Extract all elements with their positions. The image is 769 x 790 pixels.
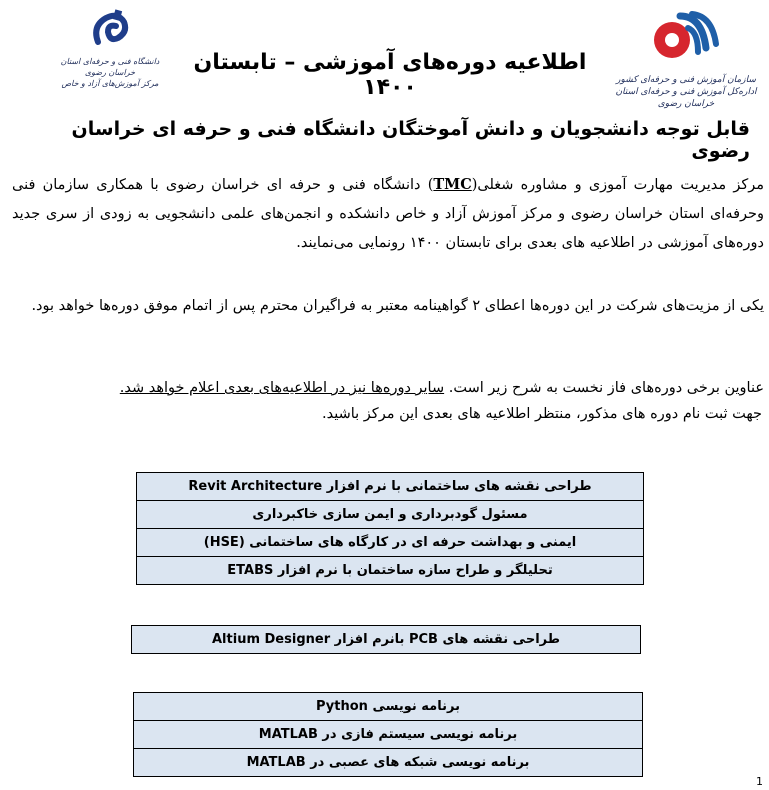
table-row xyxy=(137,557,644,585)
table-row xyxy=(134,749,643,777)
course-cell: برنامه نویسی شبکه های عصبی در MATLAB xyxy=(134,749,643,777)
course-cell: ایمنی و بهداشت حرفه ای در کارگاه های ساختمانی (HSE) xyxy=(137,529,644,557)
tvto-caption-2: اداره‌کل آموزش فنی و حرفه‌ای استان خراسان رضوی xyxy=(615,87,757,109)
tmc-acronym: TMC xyxy=(433,176,472,193)
course-cell: برنامه نویسی Python xyxy=(134,693,643,721)
intro-paragraph xyxy=(12,170,764,258)
course-cell: طراحی نقشه های ساختمانی با نرم افزار Revit Architecture xyxy=(137,473,644,501)
page-number: 1 xyxy=(756,775,763,788)
table-row xyxy=(137,501,644,529)
course-table-programming xyxy=(133,692,643,777)
university-caption-2: مرکز آموزش‌های آزاد و خاص xyxy=(61,79,159,88)
course-cell: مسئول گودبرداری و ایمن سازی خاکبرداری xyxy=(137,501,644,529)
course-list-intro xyxy=(12,374,764,403)
table-row xyxy=(137,529,644,557)
page-subtitle: قابل توجه دانشجویان و دانش آموختگان دانشگاه فنی و حرفه ای خراسان رضوی xyxy=(71,118,750,162)
registration-note: جهت ثبت نام دوره های مذکور، منتظر اطلاعیه های بعدی این مرکز باشید. xyxy=(321,406,762,422)
course-table-electronics xyxy=(131,625,641,654)
intro-text-start: مرکز مدیریت مهارت آموزی و مشاوره شغلی( xyxy=(471,177,764,193)
course-cell: برنامه نویسی سیستم فازی در MATLAB xyxy=(134,721,643,749)
tvto-logo xyxy=(611,8,761,108)
course-list-intro-text: عناوین برخی دوره‌های فاز نخست به شرح زیر است. xyxy=(444,380,764,396)
university-emblem-icon xyxy=(88,8,132,52)
table-row xyxy=(134,721,643,749)
table-row xyxy=(137,473,644,501)
university-logo xyxy=(55,8,165,108)
benefit-paragraph: یکی از مزیت‌های شرکت در این دوره‌ها اعطای ۲ گواهینامه معتبر به فراگیران محترم پس از اتمام موفق دوره‌ها خواهد بود. xyxy=(31,298,764,314)
table-row xyxy=(134,693,643,721)
university-caption-1: دانشگاه فنی و حرفه‌ای استان خراسان رضوی xyxy=(60,57,160,77)
course-list-note: سایر دوره‌ها نیز در اطلاعیه‌های بعدی اعلام خواهد شد. xyxy=(119,380,445,396)
tvto-emblem-icon xyxy=(650,8,722,70)
table-row xyxy=(132,626,641,654)
course-table-construction xyxy=(136,472,644,585)
intro-text-end: ) دانشگاه فنی و حرفه ای خراسان رضوی با همکاری سازمان فنی وحرفه‌ای استان خراسان رضوی و مرکز آموزش آزاد و خاص دانشکده و انجمن‌های علمی دانشجویی به زودی از سری جدید دوره‌های آموزشی در اطلاعیه های بعدی برای تابستان ۱۴۰۰ رونمایی می‌نمایند. xyxy=(12,177,764,251)
page-title: اطلاعیه دوره‌های آموزشی – تابستان ۱۴۰۰ xyxy=(193,50,587,100)
tvto-caption-1: سازمان آموزش فنی و حرفه‌ای کشور xyxy=(616,75,756,85)
course-cell: تحلیلگر و طراح سازه ساختمان با نرم افزار ETABS xyxy=(137,557,644,585)
course-cell: طراحی نقشه های PCB بانرم افزار Altium Designer xyxy=(132,626,641,654)
